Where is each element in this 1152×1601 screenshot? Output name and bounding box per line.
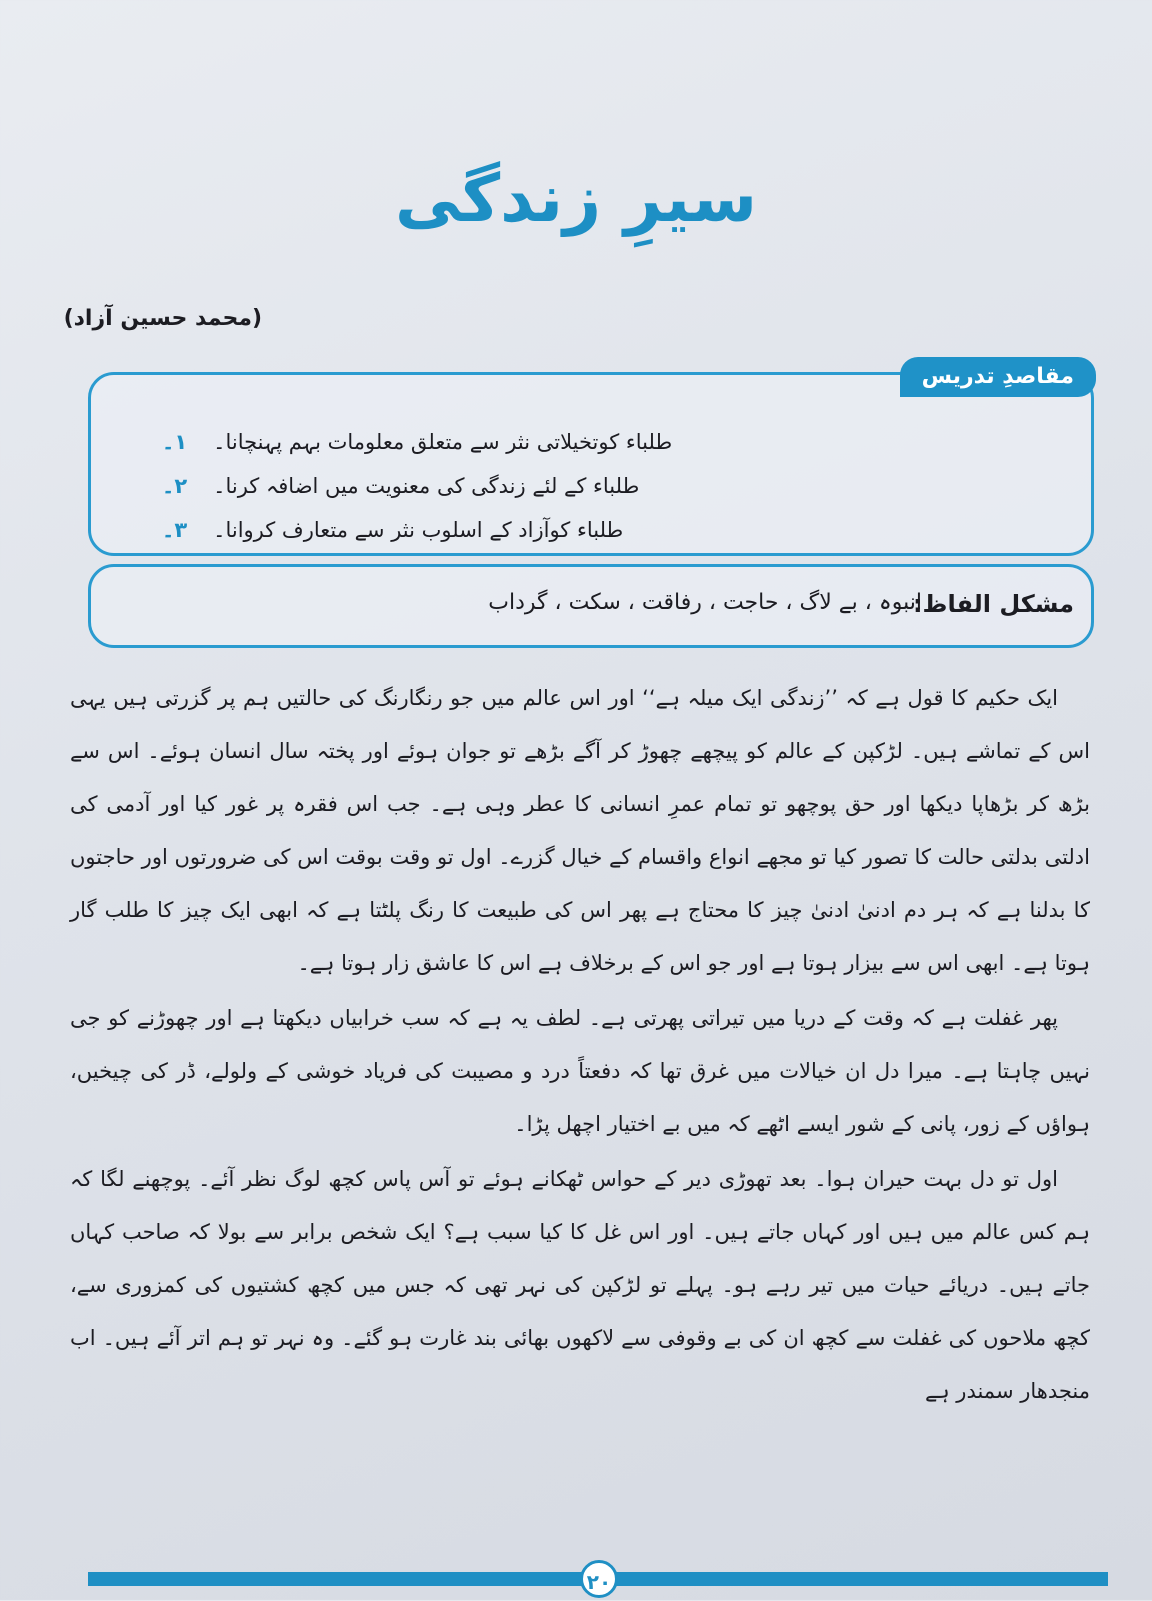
page-number: ۲۰ — [580, 1560, 618, 1598]
objectives-list — [162, 420, 1082, 552]
objective-item — [162, 464, 1082, 508]
page-title: سیرِ زندگی — [395, 160, 757, 237]
body-text — [70, 672, 1090, 1420]
paragraph: اول تو دل بہت حیران ہوا۔ بعد تھوڑی دیر کے حواس ٹھکانے ہوئے تو آس پاس کچھ لوگ نظر آئے۔ پوچھنے لگا کہ ہم کس عالم میں ہیں اور کہاں جاتے ہیں۔ اور اس غل کا کیا سبب ہے؟ ایک شخص برابر سے بولا کہ صاحب کہاں جاتے ہیں۔ دریائے حیات میں تیر رہے ہو۔ پہلے تو لڑکپن کی نہر تھی کہ جس میں کچھ کشتیوں کی کمزوری سے، کچھ ملاحوں کی غفلت سے کچھ ان کی بے وقوفی سے لاکھوں بھائی بند غارت ہو گئے۔ وہ نہر تو ہم اتر آئے ہیں۔ اب منجدھار سمندر ہے — [70, 1167, 1090, 1403]
paragraph: پھر غفلت ہے کہ وقت کے دریا میں تیراتی پھرتی ہے۔ لطف یہ ہے کہ سب خرابیاں دیکھتا ہے اور چھوڑنے کو جی نہیں چاہتا ہے۔ میرا دل ان خیالات میں غرق تھا کہ دفعتاً درد و مصیبت کی فریاد خوشی کے ولولے، ڈر کی چیخیں، ہواؤں کے زور، پانی کے شور ایسے اٹھے کہ میں بے اختیار اچھل پڑا۔ — [70, 1006, 1090, 1136]
vocabulary-heading: مشکل الفاظ: — [912, 590, 1074, 618]
vocabulary-words: انبوہ ، بے لاگ ، حاجت ، رفاقت ، سکت ، گرداب — [488, 590, 922, 615]
objective-text: طلباء کوتخیلاتی نثر سے متعلق معلومات بہم پہنچانا۔ — [213, 430, 673, 454]
objective-text: طلباء کوآزاد کے اسلوب نثر سے متعارف کروانا۔ — [213, 518, 624, 542]
objective-number: ۱۔ — [162, 430, 188, 454]
objectives-label: مقاصدِ تدریس — [900, 357, 1096, 397]
objective-number: ۲۔ — [162, 474, 188, 498]
objective-number: ۳۔ — [162, 518, 188, 542]
objective-item — [162, 508, 1082, 552]
objective-text: طلباء کے لئے زندگی کی معنویت میں اضافہ کرنا۔ — [213, 474, 640, 498]
paragraph: ایک حکیم کا قول ہے کہ ’’زندگی ایک میلہ ہے‘‘ اور اس عالم میں جو رنگارنگ کی حالتیں ہم پر گزرتی ہیں یہی اس کے تماشے ہیں۔ لڑکپن کے عالم کو پیچھے چھوڑ کر آگے بڑھے تو جوان ہوئے اور پختہ سال انسان ہوئے۔ اس سے بڑھ کر بڑھاپا دیکھا اور حق پوچھو تو تمام عمرِ انسانی کا عطر وہی ہے۔ جب اس فقرہ پر غور کیا اور آدمی کی ادلتی بدلتی حالت کا تصور کیا تو مجھے انواع واقسام کے خیال گزرے۔ اول تو وقت بوقت اس کی ضرورتوں اور حاجتوں کا بدلنا ہے کہ ہر دم ادنیٰ ادنیٰ چیز کا محتاج ہے پھر اس کی طبیعت کا رنگ پلٹتا ہے کہ ابھی ایک چیز کا طلب گار ہوتا ہے۔ ابھی اس سے بیزار ہوتا ہے اور جو اس کے برخلاف ہے اس کا عاشق زار ہوتا ہے۔ — [70, 686, 1090, 975]
objective-item — [162, 420, 1082, 464]
author-name: (محمد حسین آزاد) — [63, 306, 262, 331]
